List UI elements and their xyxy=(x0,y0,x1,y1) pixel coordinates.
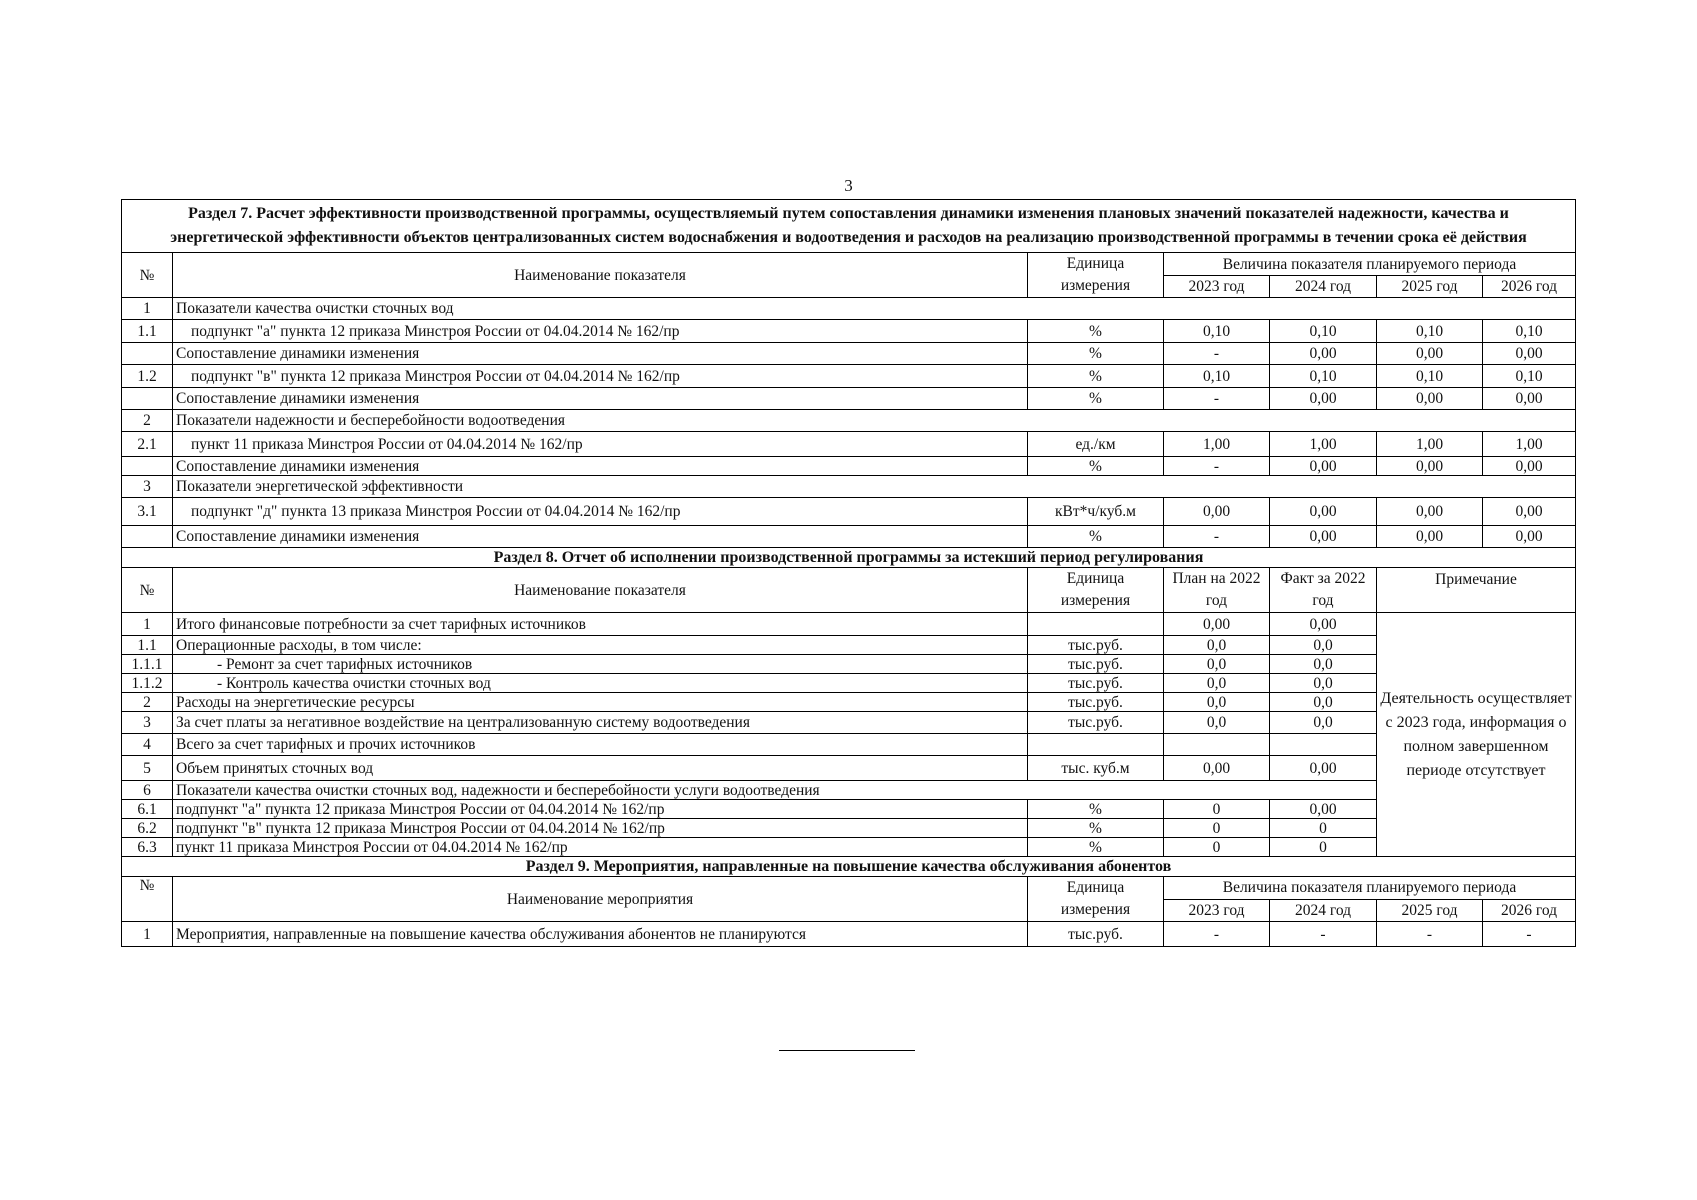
row-fact: 0,0 xyxy=(1270,636,1377,655)
row-plan: 0,00 xyxy=(1164,613,1270,636)
row-num xyxy=(122,343,173,365)
row-num xyxy=(122,526,173,548)
column-header-note: Примечание xyxy=(1377,568,1576,613)
year-header: 2023 год xyxy=(1164,276,1270,298)
row-fact: 0 xyxy=(1270,819,1377,838)
row-name: - Контроль качества очистки сточных вод xyxy=(173,674,1028,693)
year-header: 2024 год xyxy=(1270,276,1377,298)
row-unit: % xyxy=(1028,388,1164,410)
row-name: пункт 11 приказа Минстроя России от 04.04.2014 № 162/пр xyxy=(173,432,1028,457)
row-value: 0,00 xyxy=(1377,526,1483,548)
row-value: 0,10 xyxy=(1377,365,1483,388)
row-num: 3 xyxy=(122,712,173,734)
year-header: 2025 год xyxy=(1377,899,1483,922)
row-value: 0,00 xyxy=(1483,388,1576,410)
row-value: 0,00 xyxy=(1270,343,1377,365)
row-plan: 0,0 xyxy=(1164,712,1270,734)
table-row xyxy=(122,819,1576,838)
row-fact: 0,00 xyxy=(1270,756,1377,781)
table-row xyxy=(122,343,1576,365)
page-number: 3 xyxy=(844,176,853,195)
column-header-unit: Единица измерения xyxy=(1028,568,1164,613)
row-num: 3 xyxy=(122,476,173,498)
row-num: 1.1.1 xyxy=(122,655,173,674)
row-num: 1 xyxy=(122,298,173,320)
section9-title: Раздел 9. Мероприятия, направленные на повышение качества обслуживания абонентов xyxy=(122,857,1576,877)
row-num: 6.1 xyxy=(122,800,173,819)
year-header: 2023 год xyxy=(1164,899,1270,922)
column-header-num: № xyxy=(122,253,173,298)
row-value: 0,00 xyxy=(1483,457,1576,476)
row-name: подпункт "в" пункта 12 приказа Минстроя России от 04.04.2014 № 162/пр xyxy=(173,819,1028,838)
column-header-fact: Факт за 2022 год xyxy=(1270,568,1377,613)
row-value: - xyxy=(1164,388,1270,410)
row-value: 0,10 xyxy=(1164,320,1270,343)
row-plan: 0 xyxy=(1164,800,1270,819)
row-value: 0,10 xyxy=(1483,365,1576,388)
row-value: 0,00 xyxy=(1377,457,1483,476)
row-unit: % xyxy=(1028,457,1164,476)
row-name: подпункт "д" пункта 13 приказа Минстроя России от 04.04.2014 № 162/пр xyxy=(173,498,1028,526)
column-header-name: Наименование показателя xyxy=(173,568,1028,613)
row-plan: 0,00 xyxy=(1164,756,1270,781)
column-header-name: Наименование мероприятия xyxy=(173,877,1028,922)
column-header-period: Величина показателя планируемого периода xyxy=(1164,877,1576,900)
note-cell: Деятельность осуществляет с 2023 года, информация о полном завершенном периоде отсутствует xyxy=(1377,613,1576,857)
row-value: 0,00 xyxy=(1377,388,1483,410)
column-header-unit: Единица измерения xyxy=(1028,877,1164,922)
table-row xyxy=(122,526,1576,548)
row-num: 3.1 xyxy=(122,498,173,526)
row-num: 4 xyxy=(122,734,173,756)
row-name: Сопоставление динамики изменения xyxy=(173,343,1028,365)
section8-title: Раздел 8. Отчет об исполнении производственной программы за истекший период регулирования xyxy=(122,548,1576,568)
row-unit xyxy=(1028,734,1164,756)
row-unit: % xyxy=(1028,800,1164,819)
table-row xyxy=(122,636,1576,655)
column-header-plan: План на 2022 год xyxy=(1164,568,1270,613)
row-value: 0,00 xyxy=(1483,498,1576,526)
section8-title-row xyxy=(122,548,1576,568)
row-value: 0,10 xyxy=(1270,320,1377,343)
row-name: Всего за счет тарифных и прочих источников xyxy=(173,734,1028,756)
table-row xyxy=(122,655,1576,674)
column-header-name: Наименование показателя xyxy=(173,253,1028,298)
row-name: подпункт "в" пункта 12 приказа Минстроя России от 04.04.2014 № 162/пр xyxy=(173,365,1028,388)
row-plan: 0,0 xyxy=(1164,655,1270,674)
row-plan: 0 xyxy=(1164,819,1270,838)
row-num xyxy=(122,388,173,410)
table-row xyxy=(122,410,1576,432)
row-name: Итого финансовые потребности за счет тарифных источников xyxy=(173,613,1028,636)
row-value: - xyxy=(1377,922,1483,947)
table-row xyxy=(122,734,1576,756)
row-name: Расходы на энергетические ресурсы xyxy=(173,693,1028,712)
row-value: 0,10 xyxy=(1483,320,1576,343)
table-row xyxy=(122,922,1576,947)
row-value: 0,00 xyxy=(1270,526,1377,548)
table-row xyxy=(122,613,1576,636)
row-value: 0,00 xyxy=(1270,388,1377,410)
row-unit: ед./км xyxy=(1028,432,1164,457)
row-fact: 0,0 xyxy=(1270,712,1377,734)
row-value: - xyxy=(1164,526,1270,548)
section9-title-row xyxy=(122,857,1576,877)
table-row xyxy=(122,693,1576,712)
row-name: Показатели энергетической эффективности xyxy=(173,476,1576,498)
row-value: 0,00 xyxy=(1270,498,1377,526)
row-num: 1.1 xyxy=(122,320,173,343)
table-row xyxy=(122,457,1576,476)
row-fact: 0,00 xyxy=(1270,613,1377,636)
row-unit: тыс.руб. xyxy=(1028,712,1164,734)
year-header: 2024 год xyxy=(1270,899,1377,922)
column-header-period: Величина показателя планируемого периода xyxy=(1164,253,1576,276)
row-plan: 0,0 xyxy=(1164,636,1270,655)
row-name: Сопоставление динамики изменения xyxy=(173,388,1028,410)
table-row xyxy=(122,781,1576,800)
row-plan xyxy=(1164,734,1270,756)
row-num: 1 xyxy=(122,922,173,947)
row-unit: % xyxy=(1028,320,1164,343)
row-value: 0,00 xyxy=(1483,343,1576,365)
row-num: 6.3 xyxy=(122,838,173,857)
section7-header-row xyxy=(122,253,1576,276)
table-row xyxy=(122,320,1576,343)
row-value: - xyxy=(1164,457,1270,476)
row-name: Показатели надежности и бесперебойности водоотведения xyxy=(173,410,1576,432)
row-value: 0,00 xyxy=(1377,498,1483,526)
table-row xyxy=(122,800,1576,819)
row-value: 0,00 xyxy=(1483,526,1576,548)
row-unit: % xyxy=(1028,365,1164,388)
row-name: Сопоставление динамики изменения xyxy=(173,457,1028,476)
row-unit: тыс. куб.м xyxy=(1028,756,1164,781)
row-unit: тыс.руб. xyxy=(1028,693,1164,712)
row-num: 6 xyxy=(122,781,173,800)
row-num: 6.2 xyxy=(122,819,173,838)
row-name: подпункт "а" пункта 12 приказа Минстроя России от 04.04.2014 № 162/пр xyxy=(173,320,1028,343)
row-unit: % xyxy=(1028,819,1164,838)
table-row xyxy=(122,432,1576,457)
row-unit: кВт*ч/куб.м xyxy=(1028,498,1164,526)
row-value: - xyxy=(1270,922,1377,947)
column-header-num: № xyxy=(122,568,173,613)
table-row xyxy=(122,674,1576,693)
table-row xyxy=(122,476,1576,498)
row-fact: 0 xyxy=(1270,838,1377,857)
table-row xyxy=(122,712,1576,734)
table-row xyxy=(122,838,1576,857)
row-value: - xyxy=(1483,922,1576,947)
column-header-unit: Единица измерения xyxy=(1028,253,1164,298)
row-value: 0,00 xyxy=(1270,457,1377,476)
row-value: - xyxy=(1164,343,1270,365)
document-body xyxy=(121,199,1575,947)
row-fact: 0,0 xyxy=(1270,693,1377,712)
row-num: 5 xyxy=(122,756,173,781)
section7-title: Раздел 7. Расчет эффективности производственной программы, осуществляемый путем сопоставления динамики изменения плановых значений показателей надежности, качества и энергетической эффективности объектов централизованных систем водоснабжения и водоотведения и расходов на реализацию производственной программы в течении срока её действия xyxy=(122,200,1576,253)
row-name: пункт 11 приказа Минстроя России от 04.04.2014 № 162/пр xyxy=(173,838,1028,857)
row-num: 2 xyxy=(122,410,173,432)
table-row xyxy=(122,365,1576,388)
row-value: 0,00 xyxy=(1377,343,1483,365)
row-fact: 0,0 xyxy=(1270,674,1377,693)
row-num xyxy=(122,457,173,476)
row-plan: 0,0 xyxy=(1164,674,1270,693)
row-num: 1.2 xyxy=(122,365,173,388)
row-unit: % xyxy=(1028,343,1164,365)
section8-header-row xyxy=(122,568,1576,613)
row-name: Показатели качества очистки сточных вод xyxy=(173,298,1576,320)
row-name: Сопоставление динамики изменения xyxy=(173,526,1028,548)
row-plan: 0 xyxy=(1164,838,1270,857)
row-value: - xyxy=(1164,922,1270,947)
row-num: 1.1.2 xyxy=(122,674,173,693)
year-header: 2026 год xyxy=(1483,276,1576,298)
row-value: 0,10 xyxy=(1377,320,1483,343)
row-unit: тыс.руб. xyxy=(1028,674,1164,693)
row-unit: тыс.руб. xyxy=(1028,922,1164,947)
row-plan: 0,0 xyxy=(1164,693,1270,712)
row-fact: 0,0 xyxy=(1270,655,1377,674)
row-num: 2 xyxy=(122,693,173,712)
row-value: 1,00 xyxy=(1270,432,1377,457)
row-num: 1 xyxy=(122,613,173,636)
column-header-num: № xyxy=(122,877,173,922)
row-value: 1,00 xyxy=(1164,432,1270,457)
table-row xyxy=(122,498,1576,526)
footer-separator-line xyxy=(779,1050,915,1051)
section9-header-row xyxy=(122,877,1576,900)
row-unit: тыс.руб. xyxy=(1028,655,1164,674)
year-header: 2025 год xyxy=(1377,276,1483,298)
row-value: 1,00 xyxy=(1377,432,1483,457)
row-name: За счет платы за негативное воздействие на централизованную систему водоотведения xyxy=(173,712,1028,734)
table-row xyxy=(122,756,1576,781)
table-row xyxy=(122,388,1576,410)
row-unit xyxy=(1028,613,1164,636)
section7-title-row xyxy=(122,200,1576,253)
row-fact: 0,00 xyxy=(1270,800,1377,819)
table-row xyxy=(122,298,1576,320)
row-name: Мероприятия, направленные на повышение качества обслуживания абонентов не планируются xyxy=(173,922,1028,947)
row-name: Операционные расходы, в том числе: xyxy=(173,636,1028,655)
row-name: Показатели качества очистки сточных вод, надежности и бесперебойности услуги водоотведения xyxy=(173,781,1377,800)
row-value: 0,10 xyxy=(1164,365,1270,388)
year-header: 2026 год xyxy=(1483,899,1576,922)
row-unit: % xyxy=(1028,526,1164,548)
row-value: 0,00 xyxy=(1164,498,1270,526)
row-fact xyxy=(1270,734,1377,756)
row-value: 1,00 xyxy=(1483,432,1576,457)
row-unit: тыс.руб. xyxy=(1028,636,1164,655)
row-num: 1.1 xyxy=(122,636,173,655)
row-unit: % xyxy=(1028,838,1164,857)
row-name: - Ремонт за счет тарифных источников xyxy=(173,655,1028,674)
row-num: 2.1 xyxy=(122,432,173,457)
row-value: 0,10 xyxy=(1270,365,1377,388)
program-table xyxy=(121,199,1576,947)
row-name: Объем принятых сточных вод xyxy=(173,756,1028,781)
row-name: подпункт "а" пункта 12 приказа Минстроя России от 04.04.2014 № 162/пр xyxy=(173,800,1028,819)
